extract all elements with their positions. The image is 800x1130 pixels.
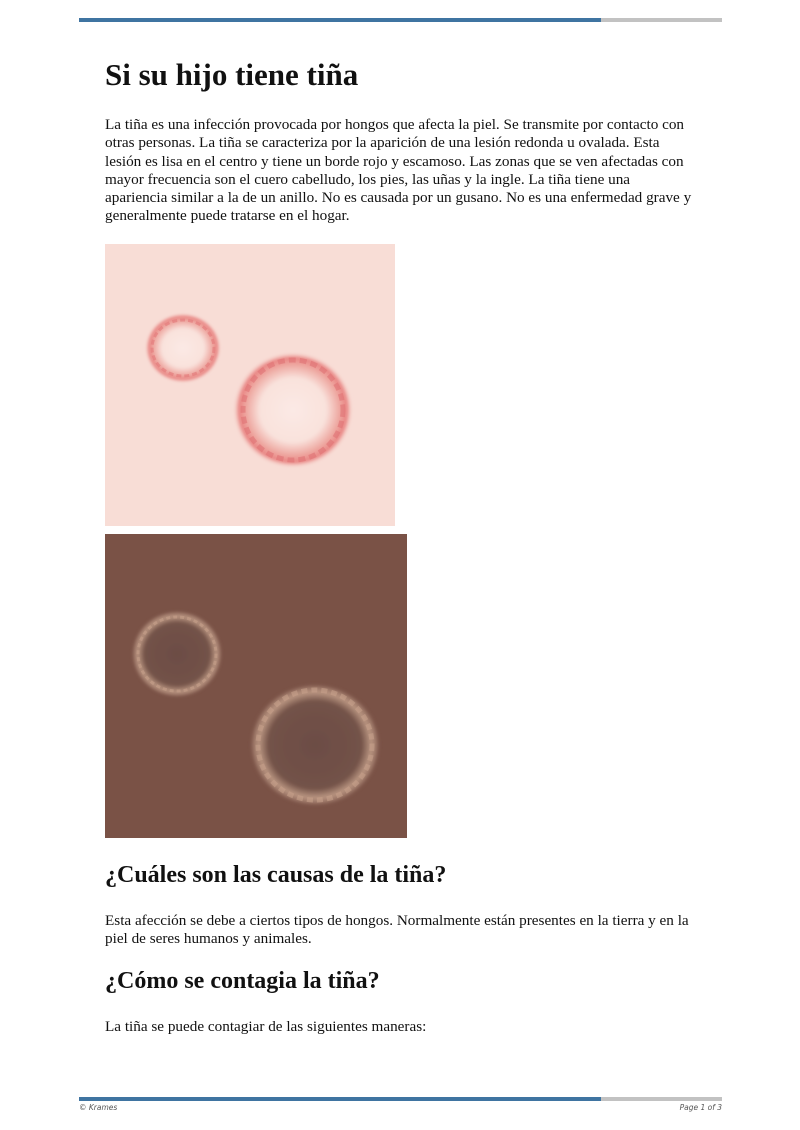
section-body-contagion: La tiña se puede contagiar de las siguientes maneras:: [105, 1018, 427, 1036]
header-divider-bar: [79, 18, 722, 22]
footer-divider-accent: [79, 1097, 601, 1101]
intro-paragraph: La tiña es una infección provocada por hongos que afecta la piel. Se transmite por contacto con otras personas. La tiña se caracteriza por la aparición de una lesión redonda u ovalada. Esta lesión es lisa en el centro y tiene un borde rojo y escamoso. Las zonas que se ven afectadas con mayor frecuencia son el cuero cabelludo, los pies, las uñas y la ingle. La tiña tiene una apariencia similar a la de un anillo. No es causada por un gusano. No es una enfermedad grave y generalmente puede tratarse en el hogar.: [105, 116, 692, 225]
header-divider-accent: [79, 18, 601, 22]
ringworm-dark-skin-image: [105, 534, 407, 838]
document-body: [105, 56, 695, 1055]
footer-copyright: © Krames: [79, 1103, 118, 1112]
section-heading-causes: ¿Cuáles son las causas de la tiña?: [105, 861, 447, 888]
footer-divider-bar: [79, 1097, 722, 1101]
ringworm-light-skin-image: [105, 244, 395, 526]
footer-page-number: Page 1 of 3: [679, 1103, 722, 1112]
page-title: Si su hijo tiene tiña: [105, 57, 359, 92]
section-heading-contagion: ¿Cómo se contagia la tiña?: [105, 968, 380, 995]
section-body-causes: Esta afección se debe a ciertos tipos de hongos. Normalmente están presentes en la tierra y en la piel de seres humanos y animales.: [105, 911, 689, 948]
